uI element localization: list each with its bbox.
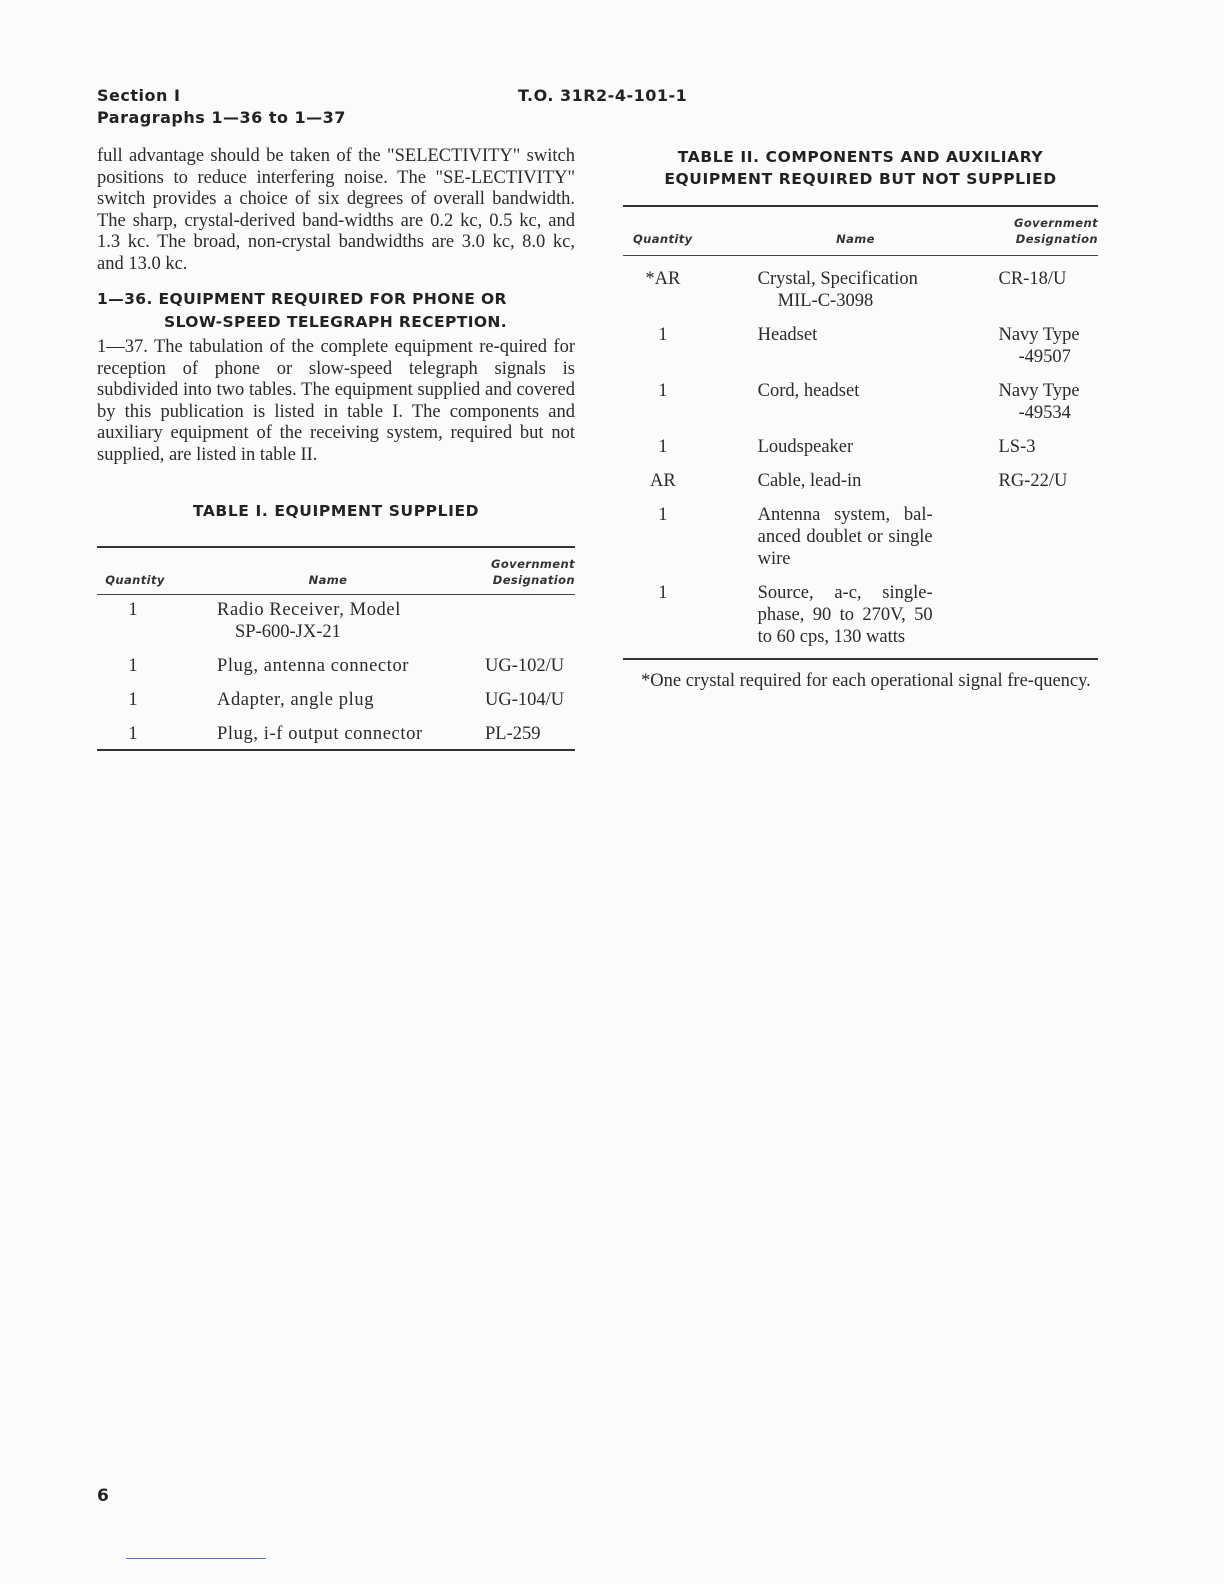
name-line: Crystal, Specification: [757, 269, 918, 289]
table-row: [97, 655, 575, 677]
designation-cell: [996, 268, 1098, 312]
name-cell: [169, 599, 485, 643]
designation-cell: UG-102/U: [485, 656, 565, 676]
name-cell: [703, 268, 997, 312]
name-cell: [169, 723, 485, 745]
table-row: [623, 582, 1098, 648]
quantity-cell: 1: [128, 724, 138, 744]
name-line: Cable, lead-in: [757, 471, 862, 491]
designation-cell: [485, 599, 575, 643]
section-header: [97, 85, 346, 129]
name-line-2: SP-600-JX-21: [235, 622, 341, 642]
designation-line-2: -49507: [1018, 347, 1071, 367]
quantity-cell: 1: [658, 437, 668, 457]
name-cell: [169, 655, 485, 677]
section-number: 1—36.: [97, 290, 153, 308]
table-2: [623, 146, 1098, 693]
table-row: [97, 599, 575, 643]
quantity-cell: 1: [128, 656, 138, 676]
designation-line: Navy Type: [998, 381, 1080, 401]
name-line: Plug, antenna connector: [217, 656, 410, 676]
name-cell: [703, 504, 997, 570]
paragraph-1-37: 1—37. The tabulation of the complete equipment re-quired for reception of phone or slow-speed telegraph signals is subdivided into two tables. The equipment supplied and covered by this publication is listed in table I. The components and auxiliary equipment of the receiving system, required but not supplied, are listed in table II.: [97, 337, 575, 465]
designation-cell: [996, 582, 1098, 648]
section-title-line1: EQUIPMENT REQUIRED FOR PHONE OR: [158, 290, 507, 308]
designation-line: RG-22/U: [998, 471, 1068, 491]
name-cell: [703, 324, 997, 368]
designation-cell: [996, 324, 1098, 368]
quantity-cell: *AR: [645, 269, 681, 289]
header-government: Government Designation: [491, 557, 575, 587]
table-1-header: [97, 548, 575, 594]
name-line: Antenna system, bal-anced doublet or single wire: [757, 505, 933, 569]
header-government: Government Designation: [1014, 216, 1098, 246]
designation-cell: [996, 470, 1098, 492]
scan-mark: [126, 1558, 266, 1559]
quantity-cell: 1: [658, 505, 668, 525]
name-line: Radio Receiver, Model: [217, 600, 401, 620]
quantity-cell: 1: [658, 381, 668, 401]
name-cell: [703, 582, 997, 648]
table-row: [97, 723, 575, 745]
table-row: [623, 380, 1098, 424]
name-line: Cord, headset: [757, 381, 860, 401]
section-heading-1-36: [97, 288, 577, 334]
to-number: T.O. 31R2-4-101-1: [518, 86, 688, 105]
header-quantity: Quantity: [105, 573, 165, 587]
quantity-cell: 1: [658, 583, 668, 603]
page-number: 6: [97, 1486, 110, 1506]
designation-cell: [996, 380, 1098, 424]
table-row: [623, 268, 1098, 312]
paragraphs-label: Paragraphs 1—36 to 1—37: [97, 108, 346, 127]
intro-paragraph: full advantage should be taken of the "SELECTIVITY" switch positions to reduce interfering noise. The "SE-LECTIVITY" switch provides a choice of six degrees of overall bandwidth. The sharp, crystal-derived band-widths are 0.2 kc, 0.5 kc, and 1.3 kc. The broad, non-crystal bandwidths are 3.0 kc, 8.0 kc, and 13.0 kc.: [97, 146, 575, 274]
name-line: Plug, i-f output connector: [217, 724, 423, 744]
name-line: Headset: [757, 325, 818, 345]
table-2-header: [623, 207, 1098, 255]
table-1-title: TABLE I. EQUIPMENT SUPPLIED: [192, 502, 480, 520]
designation-line-2: -49534: [1018, 403, 1071, 423]
quantity-cell: AR: [649, 471, 676, 491]
header-quantity: Quantity: [633, 232, 693, 246]
name-cell: [703, 380, 997, 424]
name-line-2: MIL-C-3098: [777, 291, 874, 311]
table-row: [97, 689, 575, 711]
designation-cell: PL-259: [485, 724, 541, 744]
name-cell: [703, 436, 997, 458]
name-line: Loudspeaker: [757, 437, 854, 457]
section-label: Section I: [97, 86, 181, 105]
designation-line: LS-3: [998, 437, 1036, 457]
quantity-cell: 1: [128, 690, 138, 710]
table-row: [623, 470, 1098, 492]
table-2-title: TABLE II. COMPONENTS AND AUXILIARY EQUIPMENT REQUIRED BUT NOT SUPPLIED: [664, 148, 1057, 188]
designation-cell: UG-104/U: [485, 690, 565, 710]
table-row: [623, 436, 1098, 458]
designation-line: Navy Type: [998, 325, 1080, 345]
header-name: Name: [836, 232, 875, 246]
designation-cell: [996, 436, 1098, 458]
table-1: [97, 500, 575, 751]
header-name: Name: [308, 573, 348, 587]
quantity-cell: 1: [128, 600, 138, 620]
designation-line: CR-18/U: [998, 269, 1067, 289]
name-line: Adapter, angle plug: [217, 690, 375, 710]
table-row: [623, 324, 1098, 368]
section-title-line2: SLOW-SPEED TELEGRAPH RECEPTION.: [164, 313, 508, 331]
name-cell: [703, 470, 997, 492]
designation-cell: [996, 504, 1098, 570]
table-row: [623, 504, 1098, 570]
name-cell: [169, 689, 485, 711]
quantity-cell: 1: [658, 325, 668, 345]
name-line: Source, a-c, single-phase, 90 to 270V, 50 to 60 cps, 130 watts: [757, 583, 933, 647]
table-2-footnote: *One crystal required for each operational signal fre-quency.: [641, 671, 1091, 691]
